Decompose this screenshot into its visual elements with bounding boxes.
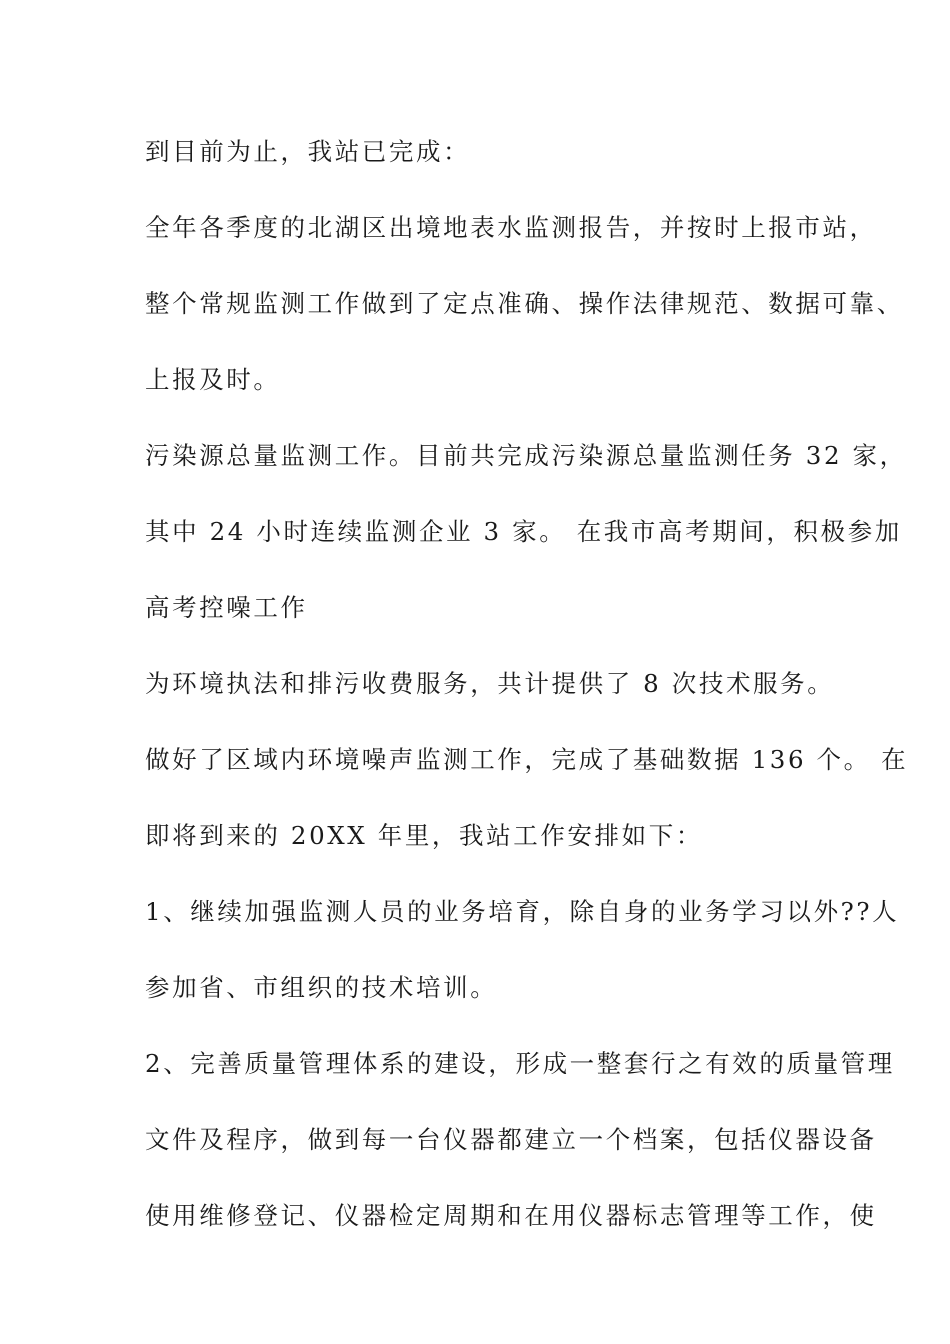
text-line: 其中 24 小时连续监测企业 3 家。 在我市高考期间，积极参加 [145, 517, 902, 546]
text-line: 到目前为止，我站已完成： [145, 137, 471, 166]
text-line: 高考控噪工作 [145, 593, 308, 622]
text-line: 1、继续加强监测人员的业务培育，除自身的业务学习以外??人 [145, 897, 900, 926]
text-line: 整个常规监测工作做到了定点准确、操作法律规范、数据可靠、 [145, 289, 904, 318]
text-line: 参加省、市组织的技术培训。 [145, 973, 498, 1002]
text-line: 做好了区域内环境噪声监测工作，完成了基础数据 136 个。 在 [145, 745, 909, 774]
text-line: 文件及程序，做到每一台仪器都建立一个档案，包括仪器设备 [145, 1125, 877, 1154]
text-line: 使用维修登记、仪器检定周期和在用仪器标志管理等工作，使 [145, 1201, 877, 1230]
text-line: 全年各季度的北湖区出境地表水监测报告，并按时上报市站， [145, 213, 877, 242]
text-line: 2、完善质量管理体系的建设，形成一整套行之有效的质量管理 [145, 1049, 895, 1078]
text-line: 即将到来的 20XX 年里，我站工作安排如下： [145, 821, 703, 850]
text-line: 污染源总量监测工作。目前共完成污染源总量监测任务 32 家， [145, 441, 907, 470]
text-line: 上报及时。 [145, 365, 281, 394]
text-line: 为环境执法和排污收费服务，共计提供了 8 次技术服务。 [145, 669, 835, 698]
